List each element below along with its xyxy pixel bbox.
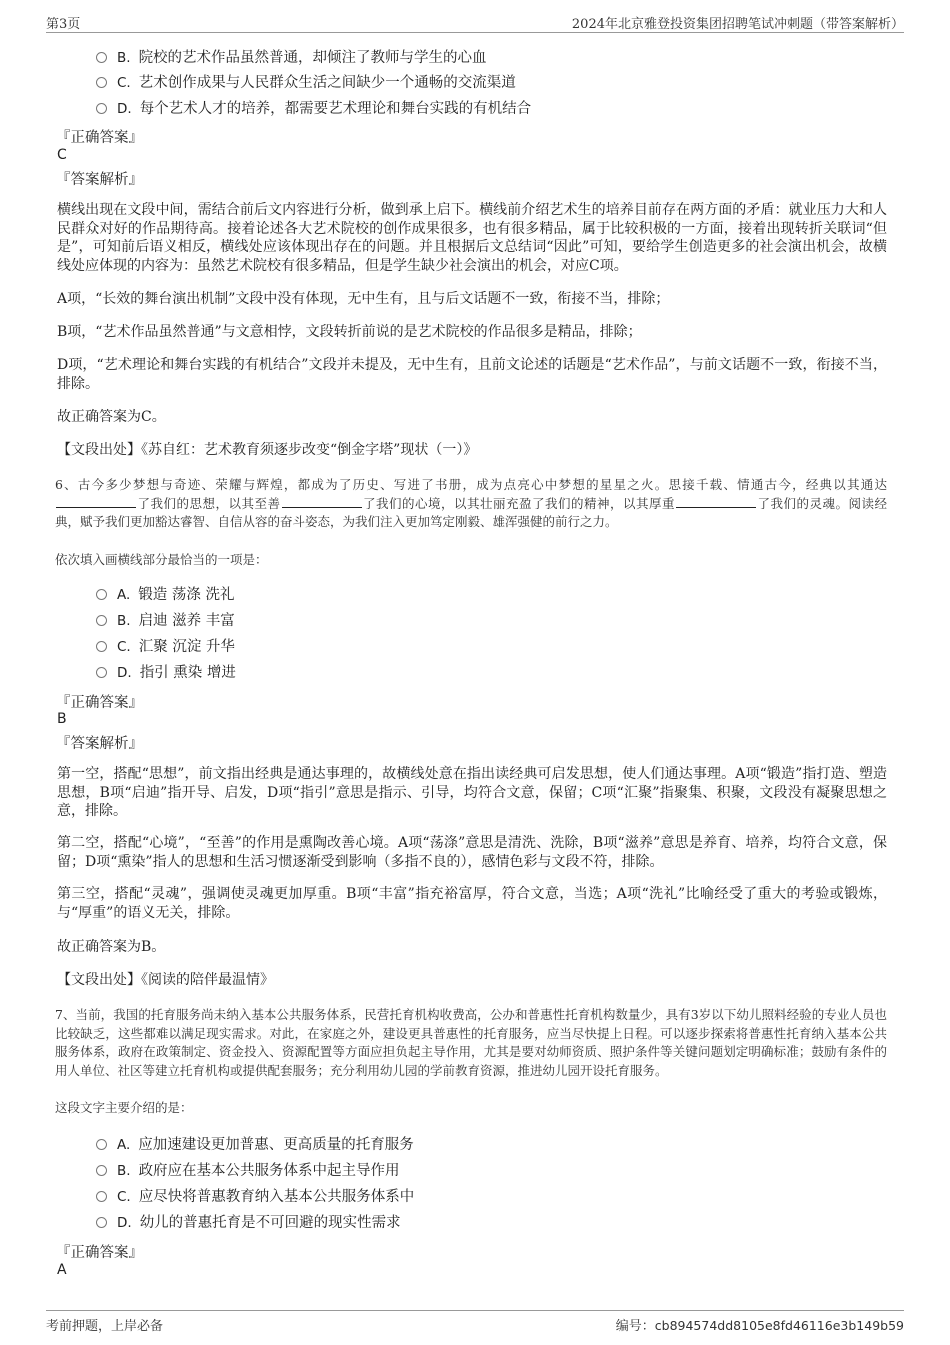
q5-analysis-b: B项，“艺术作品虽然普通”与文意相悖，文段转折前说的是艺术院校的作品很多是精品，排除； [57,324,642,340]
q6-analysis-1: 第一空，搭配“思想”，前文指出经典是通达事理的，故横线处意在指出读经典可启发思想，使人们通达事理。A项“锻造”指打造、塑造思想，B项“启迪”指开导、启发，D项“指引”意思是指示、引导，均符合文意，保留；C项“汇聚”指聚集、积聚，文段没有凝聚思想之意，排除。 [57,766,887,820]
fill-blank [282,495,362,508]
radio-icon[interactable] [96,589,107,600]
q5-option-c[interactable]: C. 艺术创作成果与人民群众生活之间缺少一个通畅的交流渠道 [96,73,516,93]
radio-icon[interactable] [96,1217,107,1228]
q7-option-d[interactable]: D. 幼儿的普惠托育是不可回避的现实性需求 [96,1213,401,1233]
correct-answer-label: 『正确答案』 [56,130,143,146]
q5-analysis-a: A项，“长效的舞台演出机制”文段中没有体现，无中生有，且与后文话题不一致，衔接不当，排除； [57,291,670,307]
document-title: 2024年北京雅登投资集团招聘笔试冲刺题（带答案解析） [571,17,904,32]
radio-icon[interactable] [96,615,107,626]
q6-option-a[interactable]: A. 锻造 荡涤 洗礼 [96,585,235,605]
analysis-label: 『答案解析』 [56,736,143,752]
analysis-label: 『答案解析』 [56,172,143,188]
q7-option-a[interactable]: A. 应加速建设更加普惠、更高质量的托育服务 [96,1135,414,1155]
q6-option-c[interactable]: C. 汇聚 沉淀 升华 [96,637,235,657]
q6-conclusion: 故正确答案为B。 [57,939,166,955]
q5-analysis-d: D项，“艺术理论和舞台实践的有机结合”文段并未提及，无中生有，且前文论述的话题是“艺术作品”，与前文话题不一致，衔接不当，排除。 [57,357,887,392]
q5-answer: C [57,147,67,163]
radio-icon[interactable] [96,77,107,88]
q6-analysis-2: 第二空，搭配“心境”，“至善”的作用是熏陶改善心境。A项“荡涤”意思是清洗、洗除，B项“滋养”意思是养育、培养，均符合文意，保留；D项“熏染”指人的思想和生活习惯逐渐受到影响（多指不良的），感情色彩与文段不符，排除。 [57,835,887,870]
q6-analysis-3: 第三空，搭配“灵魂”，强调使灵魂更加厚重。B项“丰富”指充裕富厚，符合文意，当选；A项“洗礼”比喻经受了重大的考验或锻炼，与“厚重”的语义无关，排除。 [57,886,887,921]
q7-option-c[interactable]: C. 应尽快将普惠教育纳入基本公共服务体系中 [96,1187,414,1207]
q5-conclusion: 故正确答案为C。 [57,409,166,425]
q6-source: 【文段出处】《阅读的陪伴最温情》 [57,972,274,988]
page-header [46,12,904,33]
radio-icon[interactable] [96,1165,107,1176]
q6-prompt: 依次填入画横线部分最恰当的一项是： [55,552,268,567]
q6-answer: B [57,711,67,727]
radio-icon[interactable] [96,52,107,63]
radio-icon[interactable] [96,103,107,114]
q5-option-d[interactable]: D. 每个艺术人才的培养，都需要艺术理论和舞台实践的有机结合 [96,99,531,119]
radio-icon[interactable] [96,641,107,652]
q7-answer: A [57,1262,67,1278]
q5-analysis-main: 横线出现在文段中间，需结合前后文内容进行分析，做到承上启下。横线前介绍艺术生的培养目前存在两方面的矛盾：就业压力大和人民群众对好的作品期待高。接着论述各大艺术院校的创作成果很多，也有很多精品，属于比较积极的一方面，接着出现转折关联词“但是”，可知前后语义相反，横线处应该体现出存在的问题。并且根据后文总结词“因此”可知，要给学生创造更多的社会演出机会，故横线处应体现的内容为：虽然艺术院校有很多精品，但是学生缺少社会演出的机会，对应C项。 [57,202,887,274]
q6-option-b[interactable]: B. 启迪 滋养 丰富 [96,611,235,631]
page-number: 第3页 [46,17,81,32]
footer-slogan: 考前押题，上岸必备 [46,1319,164,1334]
q6-option-d[interactable]: D. 指引 熏染 增进 [96,663,236,683]
q5-source: 【文段出处】《苏自红：艺术教育须逐步改变“倒金字塔”现状（一）》 [57,442,478,458]
page-footer [46,1310,904,1335]
correct-answer-label: 『正确答案』 [56,695,143,711]
radio-icon[interactable] [96,667,107,678]
q7-option-b[interactable]: B. 政府应在基本公共服务体系中起主导作用 [96,1161,400,1181]
radio-icon[interactable] [96,1191,107,1202]
q7-prompt: 这段文字主要介绍的是： [55,1100,193,1115]
q7-stem: 7、当前，我国的托育服务尚未纳入基本公共服务体系，民营托育机构收费高，公办和普惠性托育机构数量少，具有3岁以下幼儿照料经验的专业人员也比较缺乏，这些都难以满足现实需求。对此，在家庭之外，建设更具普惠性的托育服务，应当尽快提上日程。可以逐步探索将普惠性托育纳入基本公共服务体系，政府在政策制定、资金投入、资源配置等方面应担负起主导作用，尤其是要对幼师资质、照护条件等关键问题划定明确标准；鼓励有条件的用人单位、社区等建立托育机构或提供配套服务；充分利用幼儿园的学前教育资源，推进幼儿园开设托育服务。 [55,1007,887,1078]
q6-stem: 6、古今多少梦想与奇迹、荣耀与辉煌，都成为了历史、写进了书册，成为点亮心中梦想的星星之火。思接千载、情通古今，经典以其通达了我们的思想，以其至善 了我们的心境，以其壮丽充盈了我们的精神，以其厚重 了我们的灵魂。阅读经典，赋予我们更加豁达睿智、自信从容的奋斗姿态，为我们注入更加笃定刚毅、雄浑强健的前行之力。 [55,477,887,529]
footer-code: 编号：cb894574dd8105e8fd46116e3b149b59 [615,1318,904,1334]
radio-icon[interactable] [96,1139,107,1150]
fill-blank [56,495,136,508]
q5-option-b[interactable]: B. 院校的艺术作品虽然普通，却倾注了教师与学生的心血 [96,48,487,68]
fill-blank [676,495,756,508]
correct-answer-label: 『正确答案』 [56,1245,143,1261]
